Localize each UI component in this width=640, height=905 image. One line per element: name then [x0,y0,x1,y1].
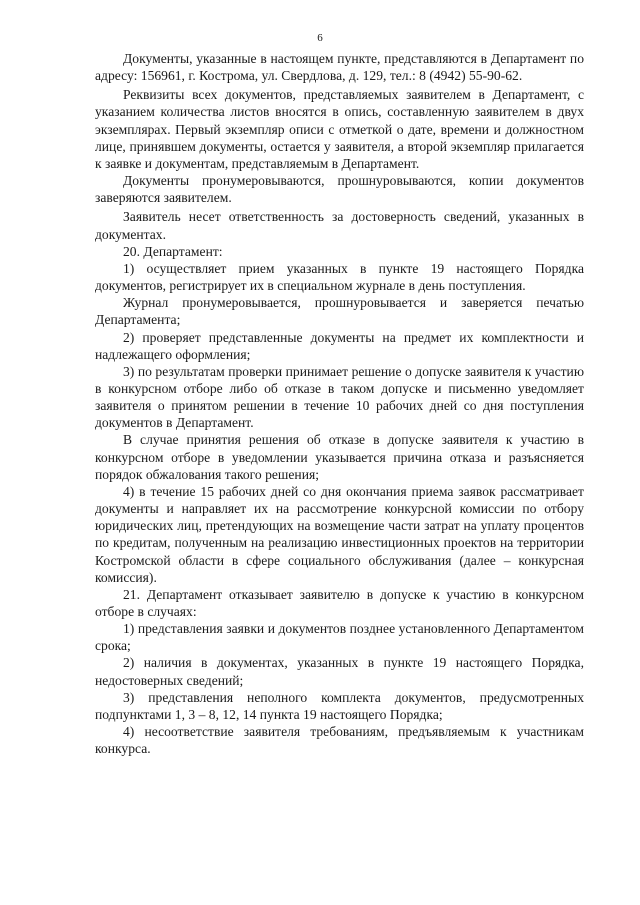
paragraph-clause-20-heading: 20. Департамент: [123,243,223,259]
paragraph-clause-21-4: 4) несоответствие заявителя требованиям, предъявляемым к участникам конкурса. [95,724,584,757]
paragraph-applicant-responsibility: Заявитель несет ответственность за достоверность сведений, указанных в документах. [95,209,584,242]
paragraph-refusal-notice: В случае принятия решения об отказе в допуске заявителя к участию в конкурсном отборе в уведомлении указывается причина отказа и разъясняется порядок обжалования такого решения; [95,432,584,482]
paragraph-clause-21-heading: 21. Департамент отказывает заявителю в допуске к участию в конкурсном отборе в случаях: [95,586,584,619]
paragraph-clause-21-2: 2) наличия в документах, указанных в пункте 19 настоящего Порядка, недостоверных сведений; [95,655,584,688]
paragraph-journal: Журнал пронумеровывается, прошнуровывается и заверяется печатью Департамента; [95,295,584,328]
page-number: 6 [317,32,323,44]
paragraph-clause-20-4: 4) в течение 15 рабочих дней со дня окончания приема заявок рассматривает документы и направляет их на рассмотрение конкурсной комиссии по отбору юридических лиц, претендующих на возмещение части затрат на уплату процентов по кредитам, полученным на реализацию инвестиционных проектов на территории Костромской области в сфере социального обслуживания (далее – конкурсная комиссия). [95,483,584,585]
paragraph-document-inventory: Реквизиты всех документов, представляемых заявителем в Департамент, с указанием количества листов вносятся в опись, составленную заявителем в двух экземплярах. Первый экземпляр описи с отметкой о дате, времени и должностном лице, принявшем документы, остается у заявителя, а второй экземпляр прилагается к заявке и документам, представляемым в Департамент. [95,87,584,171]
paragraph-clause-21-1: 1) представления заявки и документов позднее установленного Департаментом срока; [95,621,584,654]
paragraph-submission-address: Документы, указанные в настоящем пункте, представляются в Департамент по адресу: 156961, г. Кострома, ул. Свердлова, д. 129, тел.: 8 (4942) 55-90-62. [95,51,584,84]
paragraph-document-binding: Документы пронумеровываются, прошнуровываются, копии документов заверяются заявителем. [95,173,584,206]
paragraph-clause-20-3: 3) по результатам проверки принимает решение о допуске заявителя к участию в конкурсном отборе либо об отказе в таком допуске и письменно уведомляет заявителя о принятом решении в течение 10 рабочих дней со дня поступления документов в Департамент. [95,363,584,431]
paragraph-clause-20-2: 2) проверяет представленные документы на предмет их комплектности и надлежащего оформления; [95,329,584,362]
paragraph-clause-20-1: 1) осуществляет прием указанных в пункте 19 настоящего Порядка документов, регистрирует их в специальном журнале в день поступления. [95,260,584,294]
document-body [95,50,584,757]
paragraph-clause-21-3: 3) представления неполного комплекта документов, предусмотренных подпунктами 1, 3 – 8, 12, 14 пункта 19 настоящего Порядка; [95,689,584,722]
